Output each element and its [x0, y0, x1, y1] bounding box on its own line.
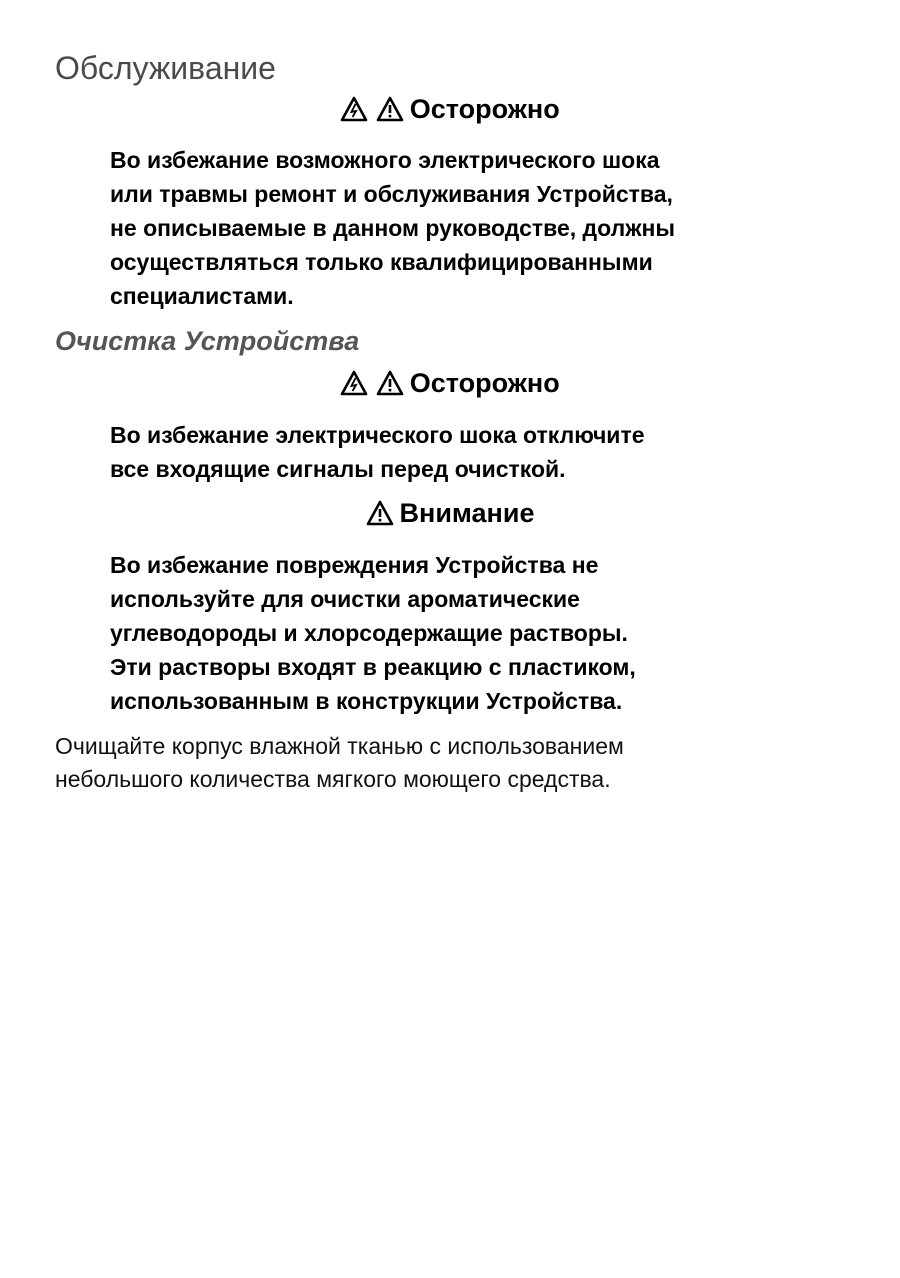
electric-shock-warning-icon: [340, 96, 368, 122]
text-line: или травмы ремонт и обслуживания Устройства,: [110, 181, 673, 207]
attention-text: [110, 548, 810, 718]
caution-icons: [340, 370, 404, 403]
text-line: Во избежание электрического шока отключите: [110, 422, 645, 448]
caution-icons: [340, 96, 404, 129]
caution-heading-text: Осторожно: [409, 368, 560, 398]
attention-heading-text: Внимание: [399, 498, 535, 528]
text-line: используйте для очистки ароматические: [110, 586, 580, 612]
caution-heading-2: [0, 368, 900, 403]
text-line: углеводороды и хлорсодержащие растворы.: [110, 620, 628, 646]
warning-triangle-icon: [366, 500, 394, 526]
text-line: Очищайте корпус влажной тканью с использованием: [55, 733, 624, 759]
text-line: небольшого количества мягкого моющего средства.: [55, 766, 611, 792]
caution-heading-1: [0, 94, 900, 129]
caution-heading-text: Осторожно: [409, 94, 560, 124]
text-line: Во избежание повреждения Устройства не: [110, 552, 599, 578]
attention-icons: [366, 500, 394, 533]
section-title: Обслуживание: [55, 50, 276, 86]
attention-heading: [0, 498, 900, 533]
warning-triangle-icon: [376, 370, 404, 396]
text-line: осуществляться только квалифицированными: [110, 249, 653, 275]
caution-text-2: [110, 418, 810, 486]
electric-shock-warning-icon: [340, 370, 368, 396]
text-line: использованным в конструкции Устройства.: [110, 688, 623, 714]
warning-triangle-icon: [376, 96, 404, 122]
text-line: все входящие сигналы перед очисткой.: [110, 456, 566, 482]
text-line: специалистами.: [110, 283, 294, 309]
caution-text-1: [110, 143, 810, 313]
cleaning-paragraph: [55, 730, 835, 796]
text-line: Во избежание возможного электрического шока: [110, 147, 660, 173]
text-line: не описываемые в данном руководстве, должны: [110, 215, 676, 241]
subsection-title: Очистка Устройства: [55, 326, 360, 356]
text-line: Эти растворы входят в реакцию с пластиком,: [110, 654, 636, 680]
